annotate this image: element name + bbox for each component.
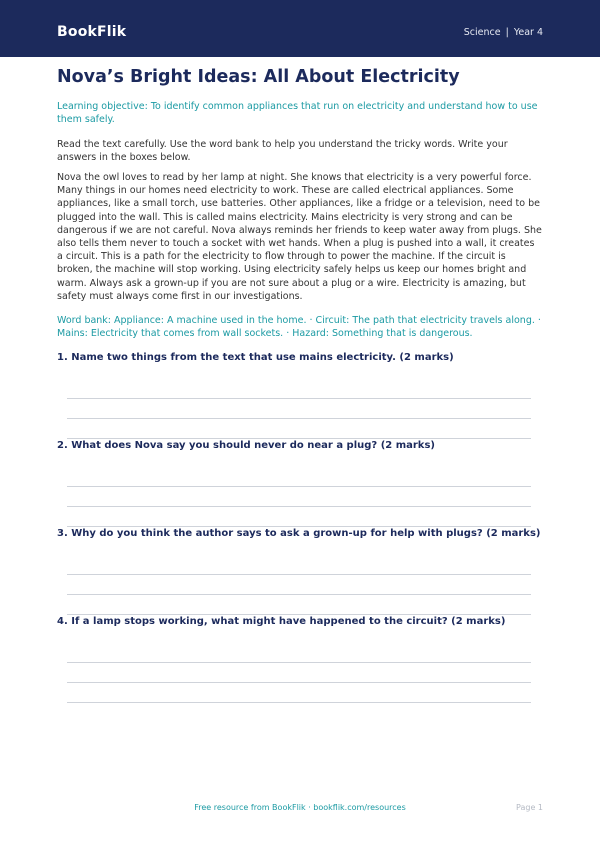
answer-line[interactable] — [67, 662, 531, 663]
answer-line[interactable] — [67, 594, 531, 595]
question-text: 3. Why do you think the author says to ask a grown-up for help with plugs? (2 marks) — [57, 528, 541, 539]
answer-line[interactable] — [67, 574, 531, 575]
question-text: 1. Name two things from the text that use mains electricity. (2 marks) — [57, 352, 454, 363]
answer-line[interactable] — [67, 702, 531, 703]
answer-line[interactable] — [67, 398, 531, 399]
question-text: 4. If a lamp stops working, what might have happened to the circuit? (2 marks) — [57, 616, 506, 627]
worksheet-title: Nova’s Bright Ideas: All About Electricity — [57, 67, 460, 87]
brand-logo: BookFlik — [57, 24, 127, 40]
question-1 — [57, 351, 543, 365]
answer-line[interactable] — [67, 506, 531, 507]
subject-label: Science — [463, 27, 501, 38]
reading-passage: Nova the owl loves to read by her lamp at night. She knows that electricity is a very powerful force. Many things in our homes need electricity to work. These are called electrical appliances. Some appliances, like a small torch, use batteries. Other appliances, like a fridge or a television, need to be plugged into the wall. This is called mains electricity. Mains electricity is very strong and can be dangerous if we are not careful. Nova always reminds her friends to keep water away from plugs. She also tells them never to touch a socket with wet hands. When a plug is pushed into a wall, it creates a circuit. This is a path for the electricity to flow through to power the machine. If the circuit is broken, the machine will stop working. Using electricity safely helps us keep our homes bright and warm. Always ask a grown-up if you are not sure about a plug or a wire. Electricity is amazing, but safety must always come first in our investigations. — [57, 172, 542, 302]
page-header — [0, 0, 600, 57]
instructions: Read the text carefully. Use the word bank to help you understand the tricky words. Write your answers in the boxes below. — [57, 139, 508, 163]
answer-line[interactable] — [67, 682, 531, 683]
answer-line[interactable] — [67, 418, 531, 419]
word-bank: Word bank: Appliance: A machine used in the home. · Circuit: The path that electricity travels along. · Mains: Electricity that comes from wall sockets. · Hazard: Something that is dangerous. — [57, 315, 541, 340]
worksheet-body — [57, 66, 543, 340]
question-text: 2. What does Nova say you should never do near a plug? (2 marks) — [57, 440, 435, 451]
year-label: Year 4 — [513, 27, 543, 38]
question-4 — [57, 615, 543, 629]
footer-resource-link[interactable]: Free resource from BookFlik · bookflik.com/resources — [194, 803, 406, 812]
subject-year-label — [464, 26, 543, 40]
answer-line[interactable] — [67, 486, 531, 487]
meta-separator: | — [505, 27, 509, 38]
learning-objective: Learning objective: To identify common appliances that run on electricity and understand how to use them safely. — [57, 101, 538, 125]
page-number: Page 1 — [516, 803, 543, 812]
question-3 — [57, 527, 543, 541]
question-2 — [57, 439, 543, 453]
